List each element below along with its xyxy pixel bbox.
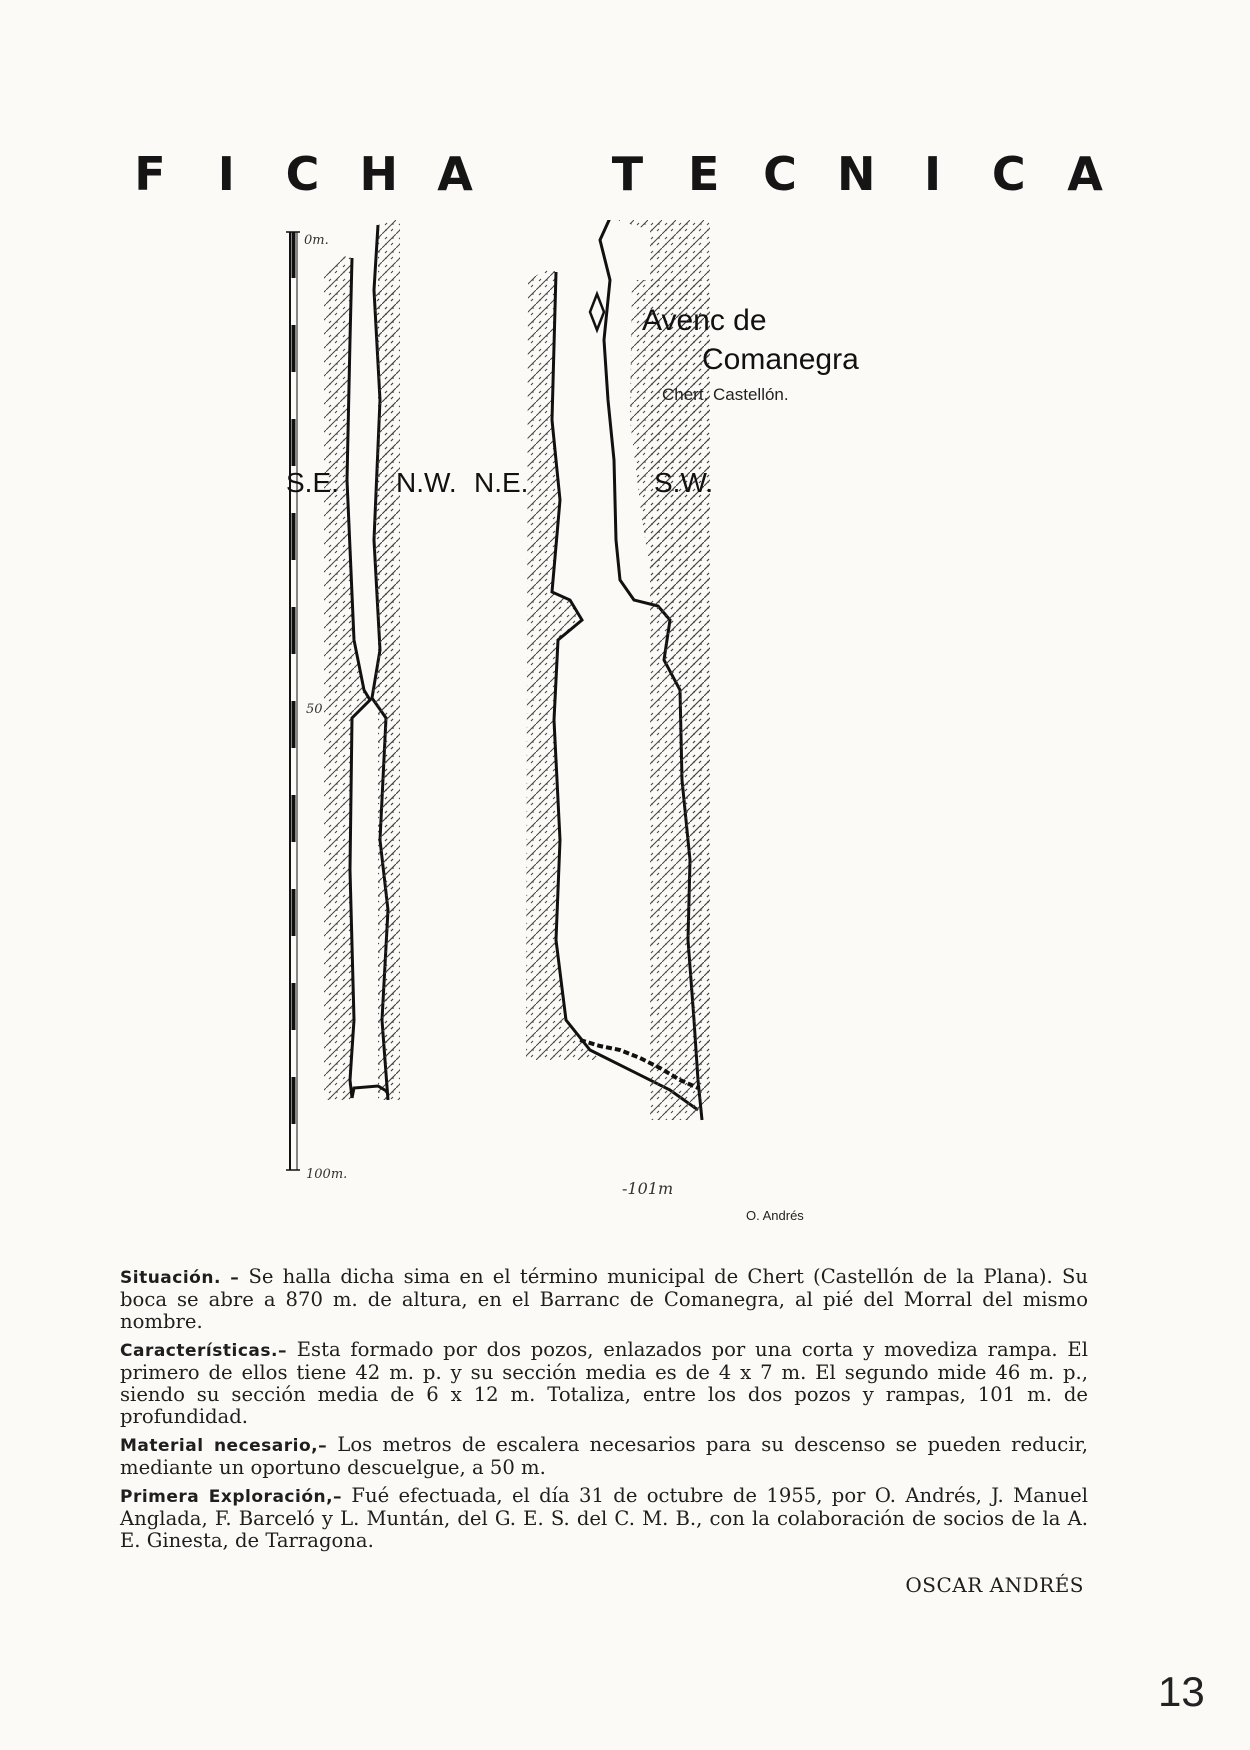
paragraph-caracteristicas [120, 1339, 1088, 1428]
cave-name-line-1: Avenc de [642, 304, 767, 337]
paragraph-label: Primera Exploración,– [120, 1487, 343, 1507]
paragraph-body: Se halla dicha sima en el término municipal de Chert (Castellón de la Plana). Su boca se abre a 870 m. de altura, en el Barranc de Comanegra, al pié del Morral del mismo nombre. [120, 1265, 1088, 1333]
paragraph-exploracion [120, 1485, 1088, 1552]
title-letter: F [134, 147, 166, 201]
drawn-by: O. Andrés [746, 1208, 804, 1223]
author-signature: OSCAR ANDRÉS [905, 1573, 1084, 1597]
title-letter: T [611, 147, 644, 201]
description-text [120, 1266, 1088, 1558]
paragraph-label: Material necesario,– [120, 1436, 328, 1456]
title-letter: E [688, 147, 720, 201]
title-letter: I [217, 147, 235, 201]
title-letter: A [437, 147, 473, 201]
scale-label-bottom: 100m. [306, 1167, 348, 1182]
title-letter: N [837, 147, 876, 201]
label-se: S.E. [286, 467, 339, 498]
right-shaft-section [526, 220, 710, 1120]
left-shaft-section [324, 220, 400, 1100]
label-nw: N.W. [396, 467, 457, 498]
label-sw: S.W. [654, 467, 714, 498]
paragraph-material [120, 1434, 1088, 1479]
paragraph-label: Características.– [120, 1341, 287, 1361]
paragraph-body: Fué efectuada, el día 31 de octubre de 1955, por O. Andrés, J. Manuel Anglada, F. Barceló y L. Muntán, del G. E. S. del C. M. B., con la colaboración de socios de la A. E. Ginesta, de Tarragona. [120, 1484, 1088, 1552]
cave-name-line-2: Comanegra [702, 343, 859, 376]
title-letter: C [991, 147, 1026, 201]
title-gap [511, 146, 571, 202]
scale-label-mid: 50 [306, 702, 323, 717]
scale-label-top: 0m. [304, 233, 329, 248]
paragraph-label: Situación. – [120, 1268, 240, 1288]
cave-location: Chert. Castellón. [662, 385, 789, 404]
depth-label: -101m [622, 1179, 674, 1198]
paragraph-body: Esta formado por dos pozos, enlazados por una corta y movediza rampa. El primero de ellos tiene 42 m. p. y su sección media es de 4 x 7 m. El segundo mide 46 m. p., siendo su sección media de 6 x 12 m. Totaliza, entre los dos pozos y rampas, 101 m. de profundidad. [120, 1338, 1088, 1428]
cave-survey-figure [270, 220, 950, 1230]
title-letter: C [285, 147, 320, 201]
title-letter: A [1067, 147, 1103, 201]
paragraph-body: Los metros de escalera necesarios para su descenso se pueden reducir, mediante un oportuno descuelgue, a 50 m. [120, 1433, 1088, 1479]
title-letter: H [359, 147, 398, 201]
label-ne: N.E. [474, 467, 529, 498]
page-number: 13 [1158, 1668, 1205, 1715]
title-letter: C [763, 147, 797, 201]
title-letter: I [923, 147, 942, 201]
paragraph-situacion [120, 1266, 1088, 1333]
depth-scale-bar [286, 232, 300, 1170]
page-title [130, 146, 1105, 202]
